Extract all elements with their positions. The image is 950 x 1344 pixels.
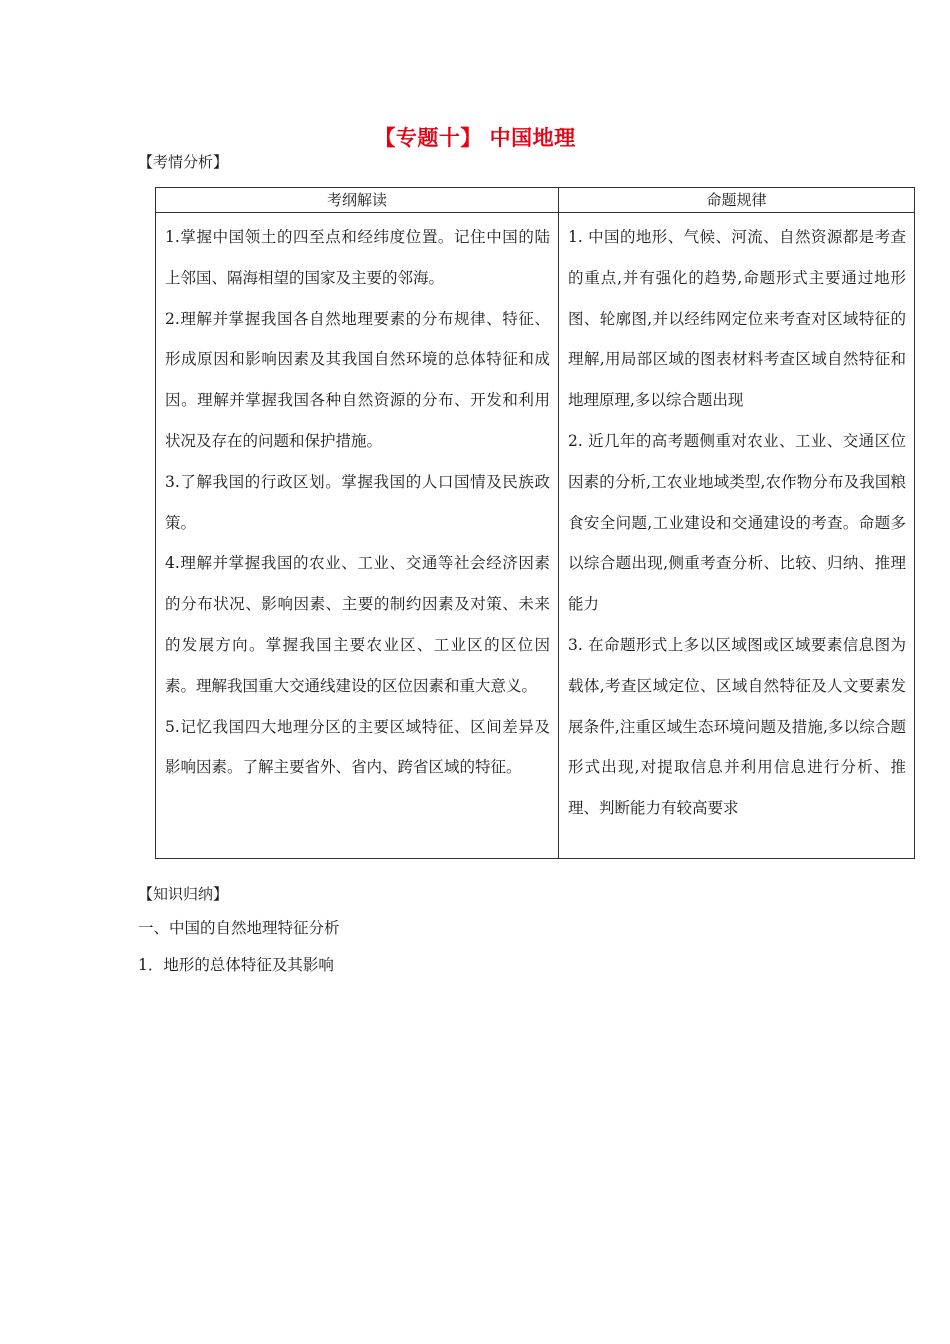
header-syllabus: 考纲解读 <box>156 188 559 213</box>
syllabus-item-1: 1.掌握中国领土的四至点和经纬度位置。记住中国的陆上邻国、隔海相望的国家及主要的邻海。 <box>165 228 550 287</box>
pattern-item-1: 1. 中国的地形、气候、河流、自然资源都是考查的重点,并有强化的趋势,命题形式主要通过地形图、轮廓图,并以经纬网定位来考查对区域特征的理解,用局部区域的图表材料考查区域自然特征和地理原理,多以综合题出现 <box>568 228 906 410</box>
syllabus-cell <box>156 213 559 859</box>
table-header-row <box>156 188 915 213</box>
table-row <box>156 213 915 859</box>
header-exam-pattern: 命题规律 <box>559 188 915 213</box>
syllabus-item-4: 4.理解并掌握我国的农业、工业、交通等社会经济因素的分布状况、影响因素、主要的制约因素及对策、未来的发展方向。掌握我国主要农业区、工业区的区位因素。理解我国重大交通线建设的区位因素和重大意义。 <box>165 554 550 695</box>
pattern-item-3: 3. 在命题形式上多以区域图或区域要素信息图为载体,考查区域定位、区域自然特征及人文要素发展条件,注重区域生态环境问题及措施,多以综合题形式出现,对提取信息并利用信息进行分析、推理、判断能力有较高要求 <box>568 635 906 818</box>
syllabus-item-2: 2.理解并掌握我国各自然地理要素的分布规律、特征、形成原因和影响因素及其我国自然环境的总体特征和成因。理解并掌握我国各种自然资源的分布、开发和利用状况及存在的问题和保护措施。 <box>165 309 550 450</box>
syllabus-item-5: 5.记忆我国四大地理分区的主要区域特征、区间差异及影响因素。了解主要省外、省内、跨省区域的特征。 <box>165 717 550 777</box>
pattern-cell <box>559 213 915 859</box>
syllabus-item-3: 3.了解我国的行政区划。掌握我国的人口国情及民族政策。 <box>165 472 550 532</box>
heading-terrain-features: 1．地形的总体特征及其影响 <box>138 956 334 974</box>
analysis-table <box>155 187 915 859</box>
pattern-item-2: 2. 近几年的高考题侧重对农业、工业、交通区位因素的分析,工农业地域类型,农作物分布及我国粮食安全问题,工业建设和交通建设的考查。命题多以综合题出现,侧重考查分析、比较、归纳、推理能力 <box>568 431 906 614</box>
knowledge-section-label: 【知识归纳】 <box>138 885 229 903</box>
heading-natural-geography: 一、中国的自然地理特征分析 <box>138 919 340 937</box>
page-title: 【专题十】 中国地理 <box>374 126 576 150</box>
analysis-section-label: 【考情分析】 <box>138 153 229 171</box>
